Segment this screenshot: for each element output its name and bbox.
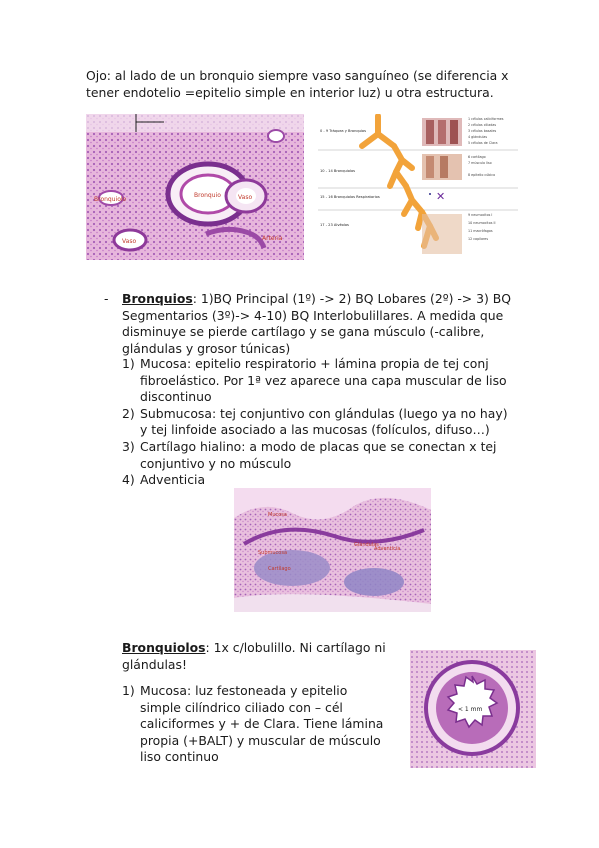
diagram-legend-item: 2 células ciliadas <box>468 123 497 127</box>
cross-mark: ✕ <box>436 190 446 203</box>
label-bronquio: Bronquio <box>194 192 221 199</box>
intro-paragraph: Ojo: al lado de un bronquio siempre vaso sanguíneo (se diferencia x tener endotelio =epitelio simple en interior luz) u otra estructura. <box>86 68 509 100</box>
list-item: 2) Submucosa: tej conjuntivo con glándulas (luego ya no hay) y tej linfoide asociado a las mucosas (folículos, difuso…) <box>122 405 508 438</box>
airway-division-diagram <box>318 114 518 260</box>
diagram-legend-item: 6 cartílago <box>468 155 486 159</box>
histology-image-bronchus-wall <box>234 488 431 612</box>
bronquios-layers-list <box>122 356 514 489</box>
list-item: 4) Adventicia <box>122 472 206 488</box>
label-bronquiolo: Bronquiolo <box>94 196 127 203</box>
label-adventicia: Adventicia <box>374 546 401 552</box>
label-cartilago: Cartílago <box>268 566 291 572</box>
list-dash: - <box>104 291 109 306</box>
diagram-legend-item: 8 epitelio cúbico <box>468 173 496 177</box>
diagram-legend-item: 1 células caliciformes <box>468 117 504 121</box>
bronquios-title: Bronquios <box>122 291 193 306</box>
label-vaso-2: Vaso <box>122 238 137 245</box>
histology-image-bronchiole <box>410 650 536 768</box>
label-glandulas: Glándulas <box>354 542 379 548</box>
diagram-left-label: 10 - 14 Bronquiolos <box>320 169 356 173</box>
diagram-left-label: 17 - 23 Alvéolos <box>320 223 349 227</box>
label-vaso-1: Vaso <box>238 194 253 201</box>
list-item: 1) Mucosa: epitelio respiratorio + lámina propia de tej conj fibroelástico. Por 1ª vez aparece una capa muscular de liso discontinuo <box>122 356 507 405</box>
bronquiolos-title: Bronquiolos <box>122 640 206 655</box>
histology-image-bronchus-vessel <box>86 114 304 260</box>
label-arteria: Arteria <box>262 235 283 242</box>
bronquios-paragraph <box>122 291 512 357</box>
scale-label: < 1 mm <box>458 706 483 713</box>
list-item: 1) Mucosa: luz festoneada y epitelio simple cilíndrico ciliado con – cél caliciformes y + de Clara. Tiene lámina propia (+BALT) y muscular de músculo liso continuo <box>122 683 384 765</box>
label-submucosa: Submucosa <box>258 550 288 556</box>
diagram-legend-item: 3 células basales <box>468 129 497 133</box>
diagram-left-label: 0 - 9 Tráquea y Bronquios <box>320 129 366 133</box>
diagram-legend-item: 9 neumocitos I <box>468 213 493 217</box>
diagram-legend-item: 10 neumocitos II <box>468 221 496 225</box>
bronquiolos-paragraph <box>122 640 392 673</box>
diagram-legend-item: 11 macrófagos <box>468 229 493 233</box>
diagram-legend-item: 12 capilares <box>468 237 489 241</box>
bronquiolos-layers-list <box>122 683 392 766</box>
diagram-legend-item: 5 células de Clara <box>468 141 498 145</box>
list-item: 3) Cartílago hialino: a modo de placas que se conectan x tej conjuntivo y no músculo <box>122 438 497 471</box>
label-mucosa: Mucosa <box>268 512 287 518</box>
bronquios-intro: : 1)BQ Principal (1º) -> 2) BQ Lobares (2º) -> 3) BQ Segmentarios (3º)-> 4-10) BQ Interlobulillares. A medida que disminuye se pierde cartílago y se gana músculo (-calibre, glándulas y grosor túnicas) <box>122 291 512 356</box>
bronquiolos-intro: : 1x c/lobulillo. Ni cartílago ni glándulas! <box>122 640 386 672</box>
diagram-legend-item: 4 glándulas <box>468 135 488 139</box>
diagram-left-label: 15 - 16 Bronquiolos Respiratorios <box>320 195 380 199</box>
diagram-legend-item: 7 músculo liso <box>468 161 492 165</box>
